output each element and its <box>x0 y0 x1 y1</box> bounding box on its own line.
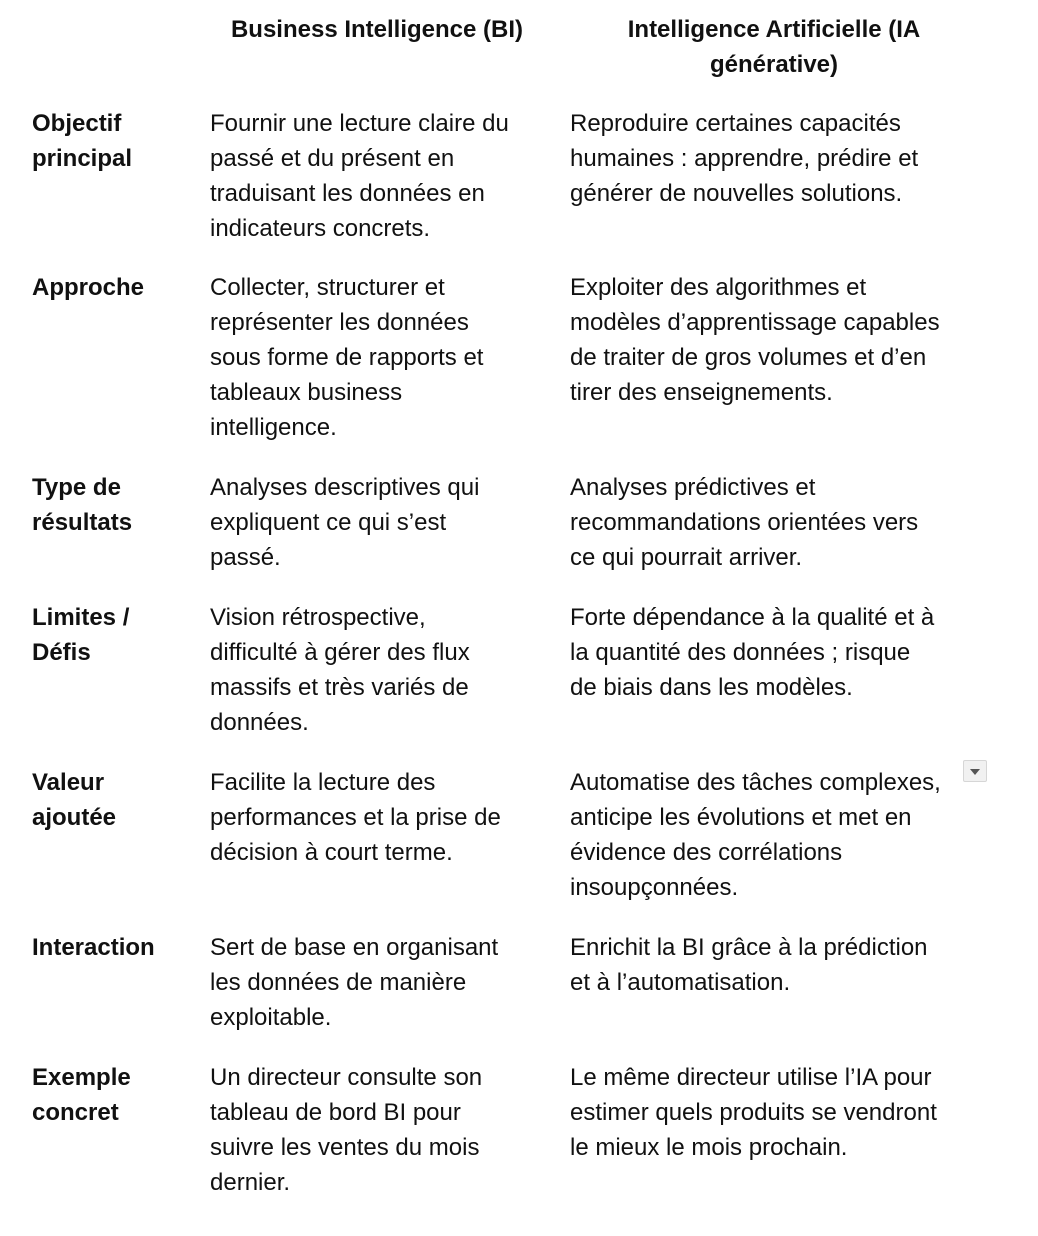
table-row <box>0 600 1038 750</box>
table-row <box>0 765 1038 915</box>
table-header-row <box>0 0 1038 96</box>
cell-ia: Analyses prédictives et recommandations orientées vers ce qui pourrait arriver. <box>570 474 919 571</box>
row-label: Valeur ajoutée <box>32 769 117 831</box>
cell-ia: Le même directeur utilise l’IA pour estimer quels produits se vendront le mieux le mois prochain. <box>570 1064 937 1161</box>
table-row <box>0 1060 1038 1220</box>
cell-ia: Reproduire certaines capacités humaines : apprendre, prédire et générer de nouvelles solutions. <box>570 110 919 207</box>
table-row <box>0 470 1038 590</box>
row-label: Type de résultats <box>32 474 133 536</box>
cell-ia: Exploiter des algorithmes et modèles d’apprentissage capables de traiter de gros volumes et d’en tirer des enseignements. <box>570 274 940 406</box>
row-label: Objectif principal <box>32 110 133 172</box>
table-row <box>0 930 1038 1050</box>
table-row <box>0 106 1038 266</box>
row-label: Approche <box>32 274 145 301</box>
cell-ia: Enrichit la BI grâce à la prédiction et à l’automatisation. <box>570 934 928 996</box>
table-row <box>0 270 1038 460</box>
cell-bi: Sert de base en organisant les données de manière exploitable. <box>210 934 499 1031</box>
column-header-ia: Intelligence Artificielle (IA générative) <box>627 16 921 78</box>
cell-bi: Facilite la lecture des performances et la prise de décision à court terme. <box>210 769 501 866</box>
cell-bi: Fournir une lecture claire du passé et du présent en traduisant les données en indicateurs concrets. <box>210 110 509 242</box>
row-label: Exemple concret <box>32 1064 131 1126</box>
row-label: Limites / Défis <box>32 604 130 666</box>
cell-bi: Analyses descriptives qui expliquent ce qui s’est passé. <box>210 474 480 571</box>
cell-bi: Collecter, structurer et représenter les données sous forme de rapports et tableaux business intelligence. <box>210 274 484 441</box>
cell-bi: Un directeur consulte son tableau de bord BI pour suivre les ventes du mois dernier. <box>210 1064 483 1196</box>
cell-ia: Automatise des tâches complexes, anticipe les évolutions et met en évidence des corrélations insoupçonnées. <box>570 769 941 901</box>
cell-ia: Forte dépendance à la qualité et à la quantité des données ; risque de biais dans les modèles. <box>570 604 935 701</box>
cell-dropdown-icon[interactable] <box>963 760 987 782</box>
column-header-bi: Business Intelligence (BI) <box>230 16 524 43</box>
row-label: Interaction <box>32 934 155 961</box>
cell-bi: Vision rétrospective, difficulté à gérer des flux massifs et très variés de données. <box>210 604 470 736</box>
